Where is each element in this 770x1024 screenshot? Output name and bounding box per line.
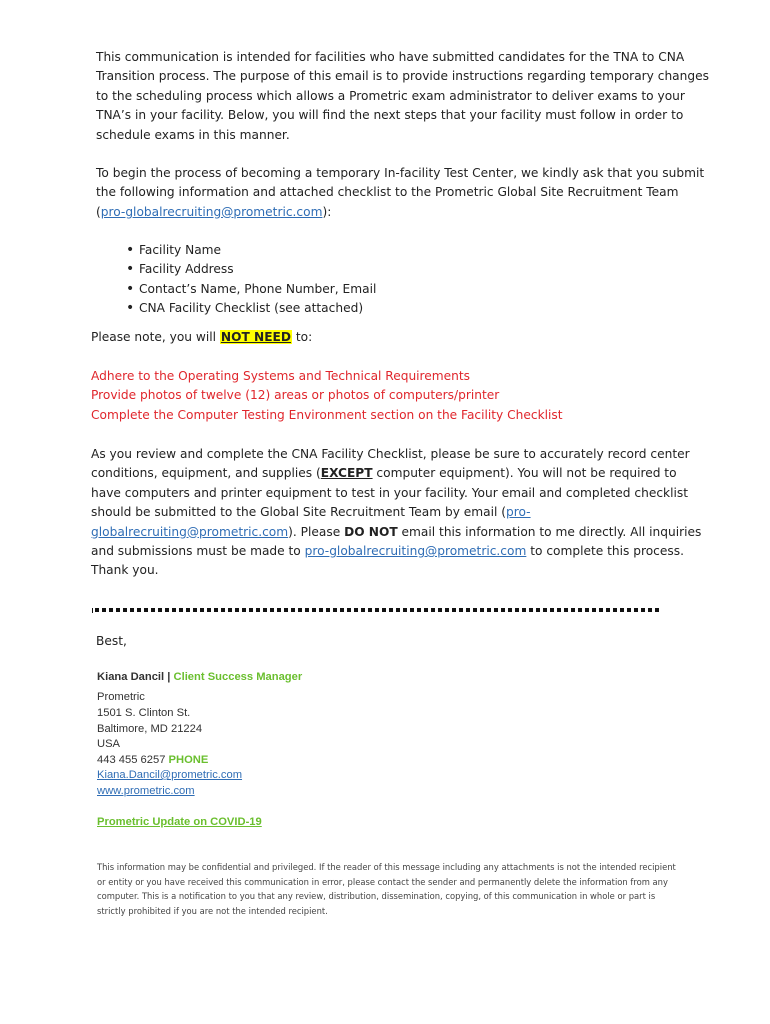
disclaimer-line: or entity or you have received this communication in error, please contact the sender and permanently delete the information from any xyxy=(97,876,668,887)
request-line: the following information and attached checklist to the Prometric Global Site Recruitment Team xyxy=(96,185,679,200)
website-line xyxy=(97,785,195,797)
list-item xyxy=(126,260,376,279)
text-segment: and submissions must be made to xyxy=(91,544,305,559)
bullet-icon: • xyxy=(126,300,135,317)
list-item-label: Facility Name xyxy=(139,243,222,257)
review-line: As you review and complete the CNA Facility Checklist, please be sure to accurately record center xyxy=(91,447,690,461)
review-line xyxy=(91,542,701,561)
review-line xyxy=(91,523,701,542)
signature-name-line xyxy=(97,671,302,683)
bullet-icon: • xyxy=(126,242,135,258)
confidentiality-disclaimer xyxy=(97,860,677,918)
not-need-highlight: NOT NEED xyxy=(220,330,291,344)
disclaimer-line: This information may be confidential and privileged. If the reader of this message including any attachments is not the intended recipient xyxy=(97,862,676,872)
divider-tick xyxy=(92,608,93,613)
not-needed-item: Complete the Computer Testing Environment section on the Facility Checklist xyxy=(91,407,563,422)
close-paren: ): xyxy=(322,204,332,219)
recruiting-email-link-part1[interactable]: pro- xyxy=(506,505,531,520)
text-segment: computer equipment). You will not be required to xyxy=(372,466,677,481)
intro-line: schedule exams in this manner. xyxy=(96,127,290,142)
review-line: have computers and printer equipment to test in your facility. Your email and completed checklist xyxy=(91,485,688,500)
request-line: To begin the process of becoming a temporary In-facility Test Center, we kindly ask that you submit xyxy=(96,166,705,180)
signer-title: Client Success Manager xyxy=(173,671,303,683)
intro-line: to the scheduling process which allows a Prometric exam administrator to deliver exams to your xyxy=(96,88,685,103)
text-segment: ). Please xyxy=(288,524,345,539)
not-needed-item: Adhere to the Operating Systems and Technical Requirements xyxy=(91,369,471,383)
intro-line: TNA’s in your facility. Below, you will find the next steps that your facility must follow in order to xyxy=(96,108,684,123)
text-segment: conditions, equipment, and supplies ( xyxy=(91,466,321,481)
signer-name: Kiana Dancil xyxy=(97,671,165,683)
bullet-icon: • xyxy=(126,280,135,297)
company-name: Prometric xyxy=(97,691,145,703)
open-paren: ( xyxy=(96,204,101,219)
phone-number: 443 455 6257 xyxy=(97,754,169,766)
covid-update-link[interactable]: Prometric Update on COVID-19 xyxy=(97,816,262,828)
text-segment: email this information to me directly. All inquiries xyxy=(397,524,702,539)
note-suffix: to: xyxy=(292,330,313,344)
signer-email-link[interactable]: Kiana.Dancil@prometric.com xyxy=(97,769,243,781)
list-item xyxy=(126,241,376,260)
note-line xyxy=(91,328,312,347)
intro-line: This communication is intended for facilities who have submitted candidates for the TNA to CNA xyxy=(96,50,685,64)
review-line xyxy=(91,503,701,522)
closing: Best, xyxy=(96,634,127,648)
required-info-list xyxy=(126,241,376,319)
not-needed-item: Provide photos of twelve (12) areas or photos of computers/printer xyxy=(91,388,500,403)
text-segment: should be submitted to the Global Site Recruitment Team by email ( xyxy=(91,505,507,520)
street-address: 1501 S. Clinton St. xyxy=(97,707,191,719)
intro-line: Transition process. The purpose of this email is to provide instructions regarding temporary changes xyxy=(96,69,709,84)
disclaimer-line: computer. This is a notification to you that any review, distribution, dissemination, copying, of this communication in whole or part is xyxy=(97,891,656,901)
phone-line xyxy=(97,754,208,766)
covid-line xyxy=(97,816,262,828)
bullet-icon: • xyxy=(126,261,135,278)
note-prefix: Please note, you will xyxy=(91,330,220,344)
request-line xyxy=(96,203,704,222)
recruiting-email-link-2[interactable]: pro-globalrecruiting@prometric.com xyxy=(304,544,527,559)
name-separator: | xyxy=(164,671,174,683)
list-item xyxy=(126,280,376,299)
list-item xyxy=(126,299,376,318)
thank-you-line: Thank you. xyxy=(91,563,159,578)
request-paragraph xyxy=(96,164,704,222)
disclaimer-line: strictly prohibited if you are not the intended recipient. xyxy=(97,905,328,916)
recruiting-email-link[interactable]: pro-globalrecruiting@prometric.com xyxy=(100,204,323,219)
dotted-divider xyxy=(95,608,661,612)
do-not-emphasis: DO NOT xyxy=(344,524,398,539)
not-needed-list xyxy=(91,367,563,425)
review-paragraph xyxy=(91,445,701,581)
phone-label: PHONE xyxy=(168,754,209,766)
city-address: Baltimore, MD 21224 xyxy=(97,723,203,735)
intro-paragraph xyxy=(96,48,709,145)
except-emphasis: EXCEPT xyxy=(320,466,373,481)
website-link[interactable]: www.prometric.com xyxy=(97,785,195,797)
country: USA xyxy=(97,738,121,750)
text-segment: to complete this process. xyxy=(526,544,684,559)
list-item-label: Contact’s Name, Phone Number, Email xyxy=(139,281,377,296)
list-item-label: CNA Facility Checklist (see attached) xyxy=(139,301,364,316)
recruiting-email-link-part2[interactable]: globalrecruiting@prometric.com xyxy=(91,524,289,539)
email-line xyxy=(97,769,242,781)
list-item-label: Facility Address xyxy=(139,262,234,277)
review-line xyxy=(91,464,701,483)
